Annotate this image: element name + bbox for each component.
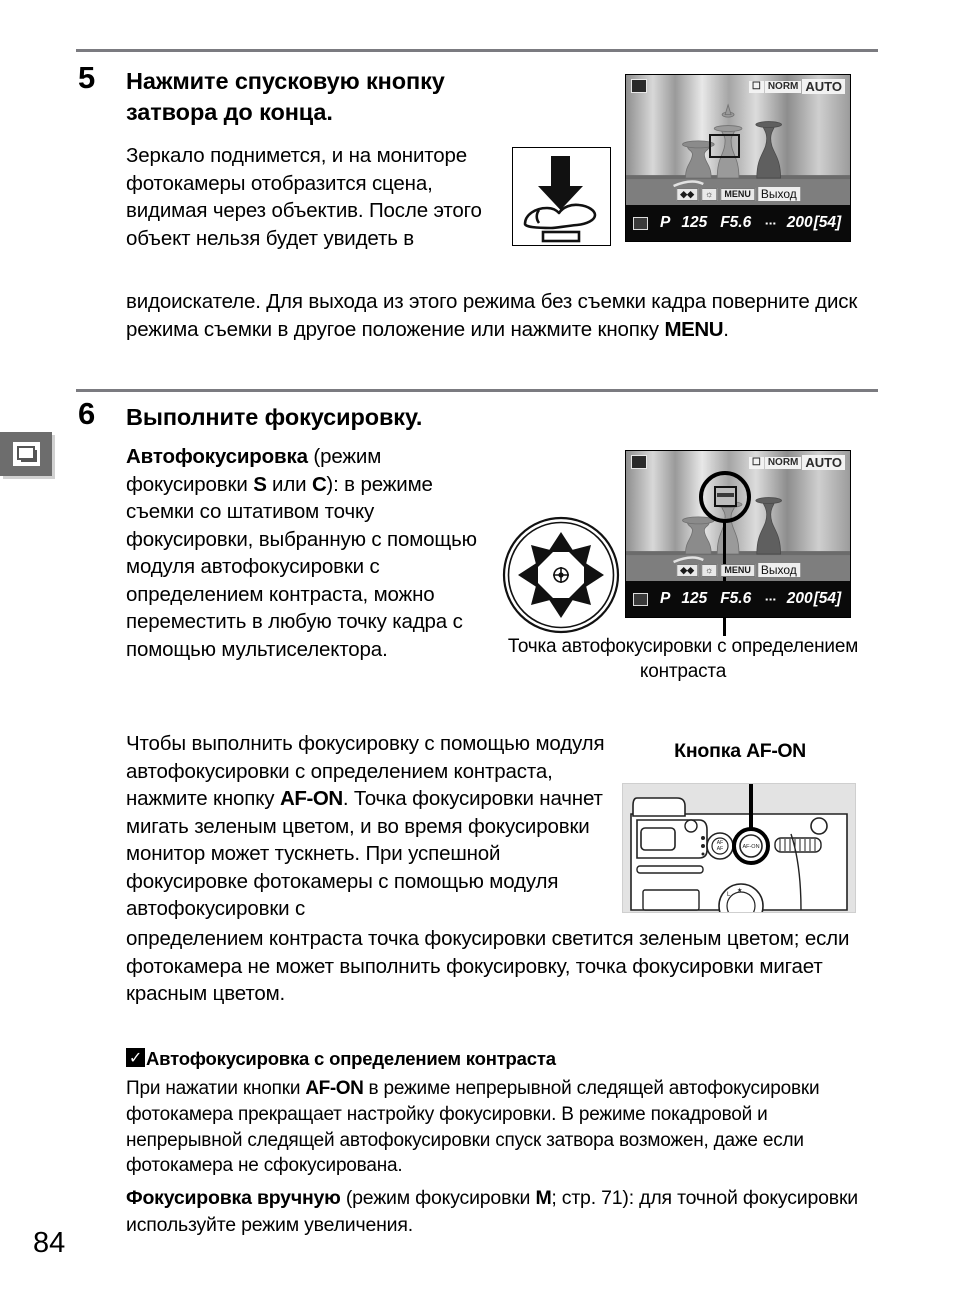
iso-label-icon-2: ▪▪▪ (765, 594, 777, 604)
exit-hint-label-2: Выход (758, 563, 800, 577)
step-6-paragraph-c: определением контраста точка фокусировки светится зеленым цветом; если фотокамера не может выполнить фокусировку, точка фокусировки мигает красным цветом. (126, 927, 850, 1006)
iso-value: 200 (786, 214, 813, 231)
step-5-paragraph-b-pre: видоискателе. Для выхода из этого режима без съемки кадра поверните диск режима съемки в другое положение или нажмите кнопку (126, 290, 858, 341)
manual-focus-1: (режим фокусировки (340, 1187, 536, 1209)
svg-text:AF: AF (716, 840, 724, 846)
shutter-press-figure (512, 147, 611, 246)
step-6-a3: ): в режиме съемки со штативом точку фокусировки, выбранную с помощью модуля автофокусировки с определением контраста, можно переместить в любую точку кадра с помощью мультиселектора. (126, 472, 477, 661)
manual-focus-note (126, 1185, 886, 1238)
note-body-pre: При нажатии кнопки (126, 1078, 306, 1099)
autofocus-lead: Автофокусировка (126, 445, 308, 468)
af-on-label-pre: Кнопка (674, 740, 747, 762)
af-on-button-label (620, 740, 860, 763)
exposure-mode-value: P (660, 214, 671, 231)
monitor-1-status-bar (626, 205, 850, 241)
focus-mode-s-key: S (253, 472, 267, 496)
af-on-key-1: AF-ON (279, 787, 343, 811)
quality-badge: NORM (765, 81, 802, 93)
step-5-paragraph-b (126, 288, 882, 343)
manual-focus-2: ; стр. 71): для точной фокусировки используйте режим увеличения. (126, 1187, 858, 1236)
brightness-icon: ☼ (701, 188, 717, 201)
step-6-a2: или (266, 472, 312, 496)
svg-text:L: L (727, 892, 731, 898)
focus-mode-m-key: M (535, 1187, 552, 1209)
callout-leader-line (723, 521, 726, 636)
af-on-key-3: AF-ON (305, 1078, 364, 1099)
section-divider-top (76, 49, 878, 52)
live-view-frames-icon (13, 442, 40, 466)
camera-back-figure (622, 783, 856, 913)
brightness-icon-2: ☼ (701, 564, 717, 577)
multi-selector-dial-icon (500, 514, 622, 636)
contrast-af-point-caption: Точка автофокусировки с определением контраста (507, 636, 859, 683)
step-6-a1: (режим фокусировки (126, 445, 382, 496)
monitor-1-badges (749, 79, 845, 94)
multi-selector-figure (500, 514, 622, 636)
exposure-mode-value-2: P (660, 590, 671, 607)
menu-button-key: MENU (664, 317, 724, 341)
step-6-b2: . Точка фокусировки начнет мигать зеленым цветом, и во время фокусировки монитор может тускнеть. При успешной фокусировке фотокамеры с помощью модуля автофокусировки с (126, 787, 603, 921)
finger-pressing-shutter-icon (513, 148, 608, 243)
matrix-metering-icon-2 (633, 593, 648, 606)
iso-label-icon: ▪▪▪ (765, 218, 777, 228)
camera-monitor-live-view-1 (625, 74, 851, 242)
monitor-2-badges (749, 455, 845, 470)
mode-badge: AUTO (802, 79, 845, 94)
step-5-paragraph-b-post: . (723, 317, 729, 341)
note-body-post: в режиме непрерывной следящей автофокусировки фотокамера прекращает настройку фокусировки. В режиме покадровой и непрерывной следящей автофокусировки спуск затвора возможен, даже если фотокамера не сфокусирована. (126, 1078, 820, 1177)
menu-chip-icon-2: MENU (720, 564, 755, 577)
aperture-value: F5.6 (720, 214, 752, 231)
svg-text:AF: AF (716, 846, 724, 852)
warning-check-icon: ✓ (126, 1048, 145, 1067)
step-5-number: 5 (78, 60, 96, 95)
monitor-1-metering-icon (631, 79, 647, 93)
manual-focus-lead: Фокусировка вручную (126, 1187, 341, 1209)
monitor-1-hints (676, 187, 800, 201)
step-6-b1: Чтобы выполнить фокусировку с помощью модуля автофокусировки с определением контраста, нажмите кнопку (126, 732, 605, 811)
camera-monitor-live-view-2 (625, 450, 851, 618)
multi-selector-chip-icon: ◆◆ (676, 188, 698, 201)
step-5-title: Нажмите спусковую кнопку затвора до конца. (126, 68, 445, 125)
image-size-icon: ☐ (749, 81, 764, 93)
af-on-key-2: AF-ON (746, 740, 806, 762)
note-body (126, 1076, 888, 1179)
matrix-metering-icon (633, 217, 648, 230)
multi-selector-chip-icon-2: ◆◆ (676, 564, 698, 577)
af-on-button-text: AF-ON (742, 844, 760, 850)
image-size-icon-2: ☐ (749, 457, 764, 469)
frames-remaining-value-2: [54] (813, 590, 842, 607)
side-tab-live-view (0, 432, 52, 476)
focus-point-box-1 (709, 134, 740, 158)
iso-value-2: 200 (786, 590, 813, 607)
step-6-number: 6 (78, 396, 96, 431)
step-6-paragraph-b (126, 730, 618, 923)
menu-chip-icon: MENU (720, 188, 755, 201)
shutter-speed-value-2: 125 (681, 590, 708, 607)
svg-text:★: ★ (737, 888, 743, 894)
frames-remaining-value: [54] (813, 214, 842, 231)
quality-badge-2: NORM (765, 457, 802, 469)
monitor-2-hints (676, 563, 800, 577)
monitor-2-metering-icon (631, 455, 647, 469)
note-heading-row (126, 1048, 886, 1070)
shutter-speed-value: 125 (681, 214, 708, 231)
contrast-af-point-bar (717, 493, 734, 497)
step-6-title: Выполните фокусировку. (126, 404, 423, 430)
mode-badge-2: AUTO (802, 455, 845, 470)
step-5-paragraph-a: Зеркало поднимется, и на мониторе фотокамеры отобразится сцена, видимая через объектив. После этого объект нельзя будет увидеть в (126, 144, 482, 250)
aperture-value-2: F5.6 (720, 590, 752, 607)
exit-hint-label: Выход (758, 187, 800, 201)
page-number: 84 (33, 1227, 66, 1259)
monitor-2-status-bar (626, 581, 850, 617)
camera-back-illustration (623, 784, 855, 912)
section-divider-middle (76, 389, 878, 392)
focus-mode-c-key: C (312, 472, 327, 496)
step-6-paragraph-a (126, 443, 498, 664)
note-heading-text: Автофокусировка с определением контраста (146, 1048, 556, 1069)
